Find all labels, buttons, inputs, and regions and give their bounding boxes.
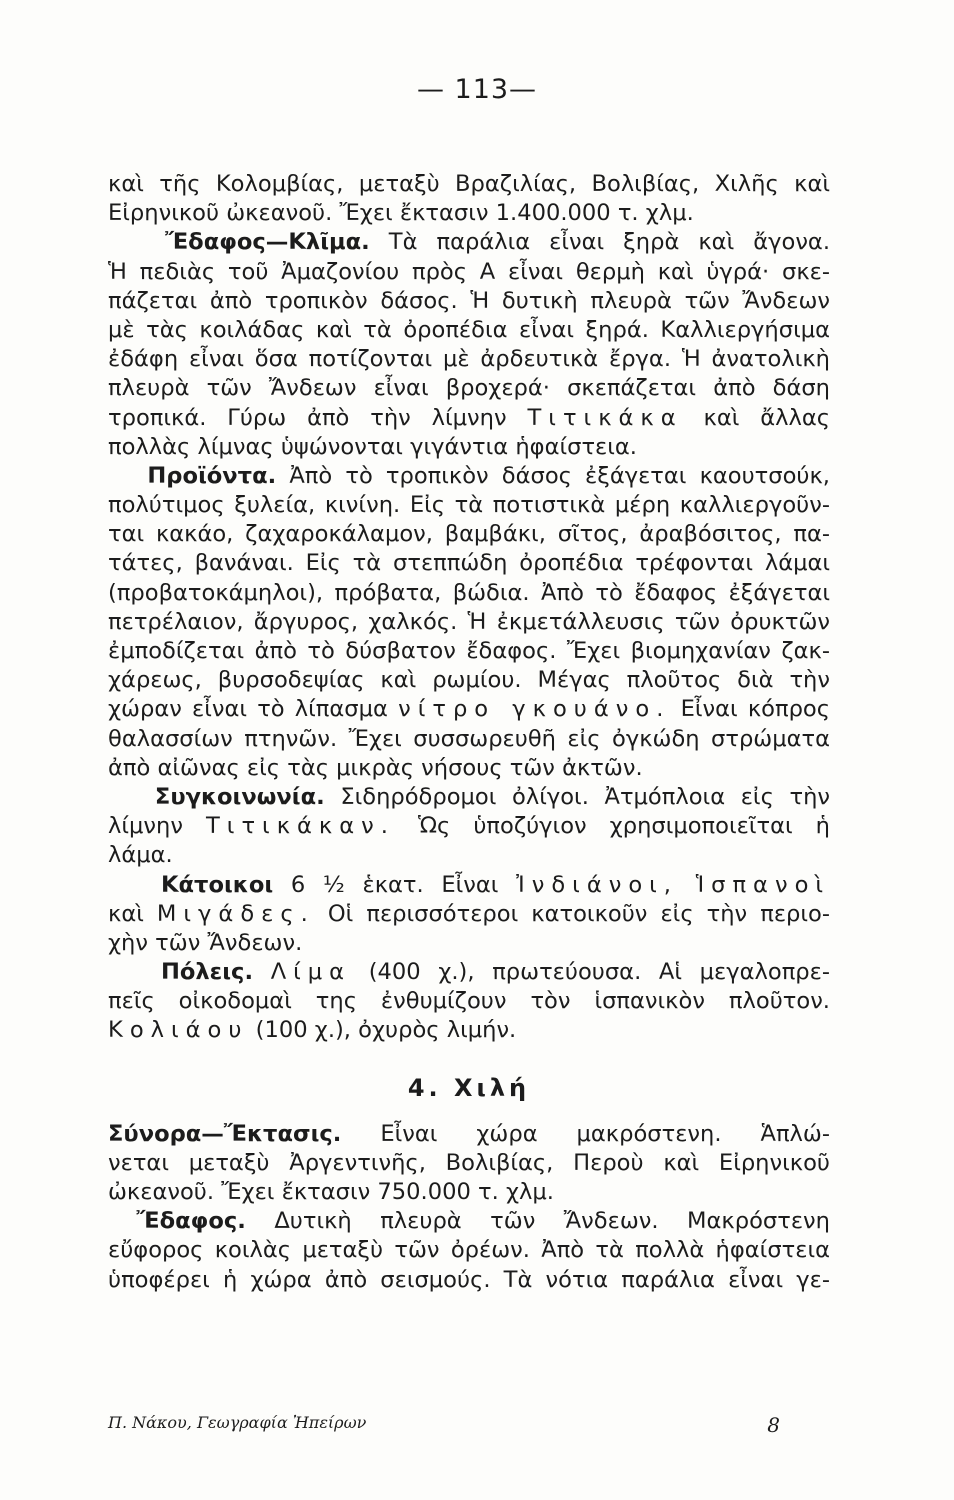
text-line: (προβατοκάμηλοι), πρόβατα, βώδια. Ἀπὸ τὸ ἔδαφος ἐξάγεται xyxy=(108,579,830,606)
text-line xyxy=(108,871,830,900)
text-span: καὶ ἄλλας xyxy=(703,404,831,431)
text-line xyxy=(108,958,830,987)
text-line: νεται μεταξὺ Ἀργεντινῆς, Βολιβίας, Περοὺ καὶ Εἰρηνικοῦ xyxy=(108,1149,830,1176)
text-line: λάμα. xyxy=(108,842,173,869)
text-line xyxy=(108,900,830,929)
text-line xyxy=(108,1016,830,1045)
text-line: ται κακάο, ζαχαροκάλαμον, βαμβάκι, σῖτος, ἀραβόσιτος, πα- xyxy=(108,521,830,548)
spaced-name-titikaka: Τιτικάκα xyxy=(527,404,683,431)
text-line: Εἰρηνικοῦ ὠκεανοῦ. Ἔχει ἔκτασιν 1.400.000 τ. χλμ. xyxy=(108,200,694,227)
text-line xyxy=(108,1207,830,1236)
text-span: Εἶναι κόπρος xyxy=(680,696,830,723)
text-line: πολλὰς λίμνας ὑψώνονται γιγάντια ἡφαίστεια. xyxy=(108,433,637,460)
text-line: ἀπὸ αἰῶνας εἰς τὰς μικρὰς νήσους τῶν ἀκτῶν. xyxy=(108,754,643,781)
text-line xyxy=(108,404,830,433)
text-line xyxy=(108,228,830,257)
text-span: Οἱ περισσότεροι κατοικοῦν εἰς τὴν περιο- xyxy=(327,900,831,927)
footer-citation: Π. Νάκου, Γεωγραφία Ἠπείρων xyxy=(108,1413,367,1432)
text-span: (400 χ.), πρωτεύουσα. Αἱ μεγαλοπρε- xyxy=(368,959,830,986)
spaced-name-koliaou: Κολιάου xyxy=(108,1017,249,1044)
text-line: πετρέλαιον, ἄργυρος, χαλκός. Ἡ ἐκμετάλλευσις τῶν ὀρυκτῶν xyxy=(108,608,830,635)
section-lead-synora-ektasis: Σύνορα—Ἔκτασις. xyxy=(108,1120,342,1147)
section-lead-sygkoinonia: Συγκοινωνία. xyxy=(154,783,325,810)
text-span: Τὰ παράλια εἶναι ξηρὰ καὶ ἄγονα. xyxy=(388,229,831,256)
text-span: Ἀπὸ τὸ τροπικὸν δάσος ἐξάγεται καουτσούκ, xyxy=(289,462,830,489)
page-number: — 113— xyxy=(416,74,538,105)
spaced-term-indianoi: Ἰνδιάνοι, xyxy=(516,871,678,898)
text-line: πάζεται ἀπὸ τροπικὸν δάσος. Ἡ δυτικὴ πλευρὰ τῶν Ἄνδεων xyxy=(108,287,830,314)
text-line: ὠκεανοῦ. Ἔχει ἔκτασιν 750.000 τ. χλμ. xyxy=(108,1179,554,1205)
spaced-term-ispanoi: Ἱσπανοὶ xyxy=(695,871,831,898)
text-line: τάτες, βανάναι. Εἰς τὰ στεππώδη ὀροπέδια τρέφονται λάμαι xyxy=(108,550,830,577)
section-heading-chili: 4. Χιλή xyxy=(407,1073,531,1102)
text-line xyxy=(108,1120,830,1149)
text-span: τροπικά. Γύρω ἀπὸ τὴν λίμνην xyxy=(108,404,507,431)
section-lead-edafos-klima: Ἔδαφος—Κλῖμα. xyxy=(165,229,370,256)
text-line: ὑποφέρει ἡ χώρα ἀπὸ σεισμούς. Τὰ νότια παράλια εἶναι γε- xyxy=(108,1266,830,1293)
text-line xyxy=(108,462,830,491)
text-line: εὔφορος κοιλὰς μεταξὺ τῶν ὀρέων. Ἀπὸ τὰ πολλὰ ἡφαίστεια xyxy=(108,1237,830,1264)
text-span: Σιδηρόδρομοι ὀλίγοι. Ἀτμόπλοια εἰς τὴν xyxy=(340,783,831,810)
section-lead-katoikoi: Κάτοικοι xyxy=(161,871,274,898)
text-line: χάρεως, βυρσοδεψίας καὶ ρωμίου. Μέγας πλοῦτος διὰ τὴν xyxy=(108,667,830,694)
text-span: λίμνην xyxy=(108,813,183,840)
spaced-name-titikakan: Τιτικάκαν. xyxy=(206,813,395,840)
spaced-name-lima: Λίμα xyxy=(270,959,352,986)
text-line: καὶ τῆς Κολομβίας, μεταξὺ Βραζιλίας, Βολιβίας, Χιλῆς καὶ xyxy=(108,171,830,197)
text-line: πλευρὰ τῶν Ἄνδεων εἶναι βροχερά· σκεπάζεται ἀπὸ δάση xyxy=(108,375,830,402)
text-span: Δυτικὴ πλευρὰ τῶν Ἄνδεων. Μακρόστενη xyxy=(274,1208,830,1235)
spaced-term-migades: Μιγάδες. xyxy=(156,900,315,927)
text-span: Εἶναι χώρα μακρόστενη. Ἁπλώ- xyxy=(380,1120,831,1147)
text-span: χώραν εἶναι τὸ λίπασμα xyxy=(108,696,388,723)
footer xyxy=(108,1413,830,1437)
text-line: ἐμποδίζεται ἀπὸ τὸ δύσβατον ἔδαφος. Ἔχει βιομηχανίαν ζακ- xyxy=(108,638,830,664)
text-line: ἐδάφη εἶναι ὅσα ποτίζονται μὲ ἀρδευτικὰ ἔργα. Ἡ ἀνατολικὴ xyxy=(108,346,830,373)
text-line xyxy=(108,812,830,841)
text-span: Ὡς ὑποζύγιον χρησιμοποιεῖται ἡ xyxy=(417,813,830,840)
text-line: πεῖς οἰκοδομαὶ της ἐνθυμίζουν τὸν ἱσπανικὸν πλοῦτον. xyxy=(108,988,830,1015)
text-span: καὶ xyxy=(108,900,144,927)
text-line: Ἡ πεδιὰς τοῦ Ἀμαζονίου πρὸς Α εἶναι θερμὴ καὶ ὑγρά· σκε- xyxy=(108,258,830,285)
text-span: 6 ½ ἑκατ. Εἶναι xyxy=(290,871,499,898)
text-line xyxy=(108,783,830,812)
text-line: χὴν τῶν Ἄνδεων. xyxy=(108,929,303,956)
signature-mark: 8 xyxy=(767,1413,780,1437)
body-text xyxy=(108,170,830,1295)
spaced-term-nitro-gkouano: νίτρο γκουάνο. xyxy=(398,696,671,723)
text-line: θαλασσίων πτηνῶν. Ἔχει συσσωρευθῆ εἰς ὀγκώδη στρώματα xyxy=(108,725,830,752)
text-span: (100 χ.), ὀχυρὸς λιμήν. xyxy=(255,1017,517,1044)
text-line: μὲ τὰς κοιλάδας καὶ τὰ ὀροπέδια εἶναι ξηρά. Καλλιεργήσιμα xyxy=(108,316,830,343)
text-line: πολύτιμος ξυλεία, κινίνη. Εἰς τὰ ποτιστικὰ μέρη καλλιεργοῦν- xyxy=(108,492,830,519)
text-line xyxy=(108,695,830,724)
section-lead-proionta: Προϊόντα. xyxy=(147,462,277,489)
section-lead-edafos: Ἔδαφος. xyxy=(136,1208,246,1235)
section-lead-poleis: Πόλεις. xyxy=(160,959,254,986)
